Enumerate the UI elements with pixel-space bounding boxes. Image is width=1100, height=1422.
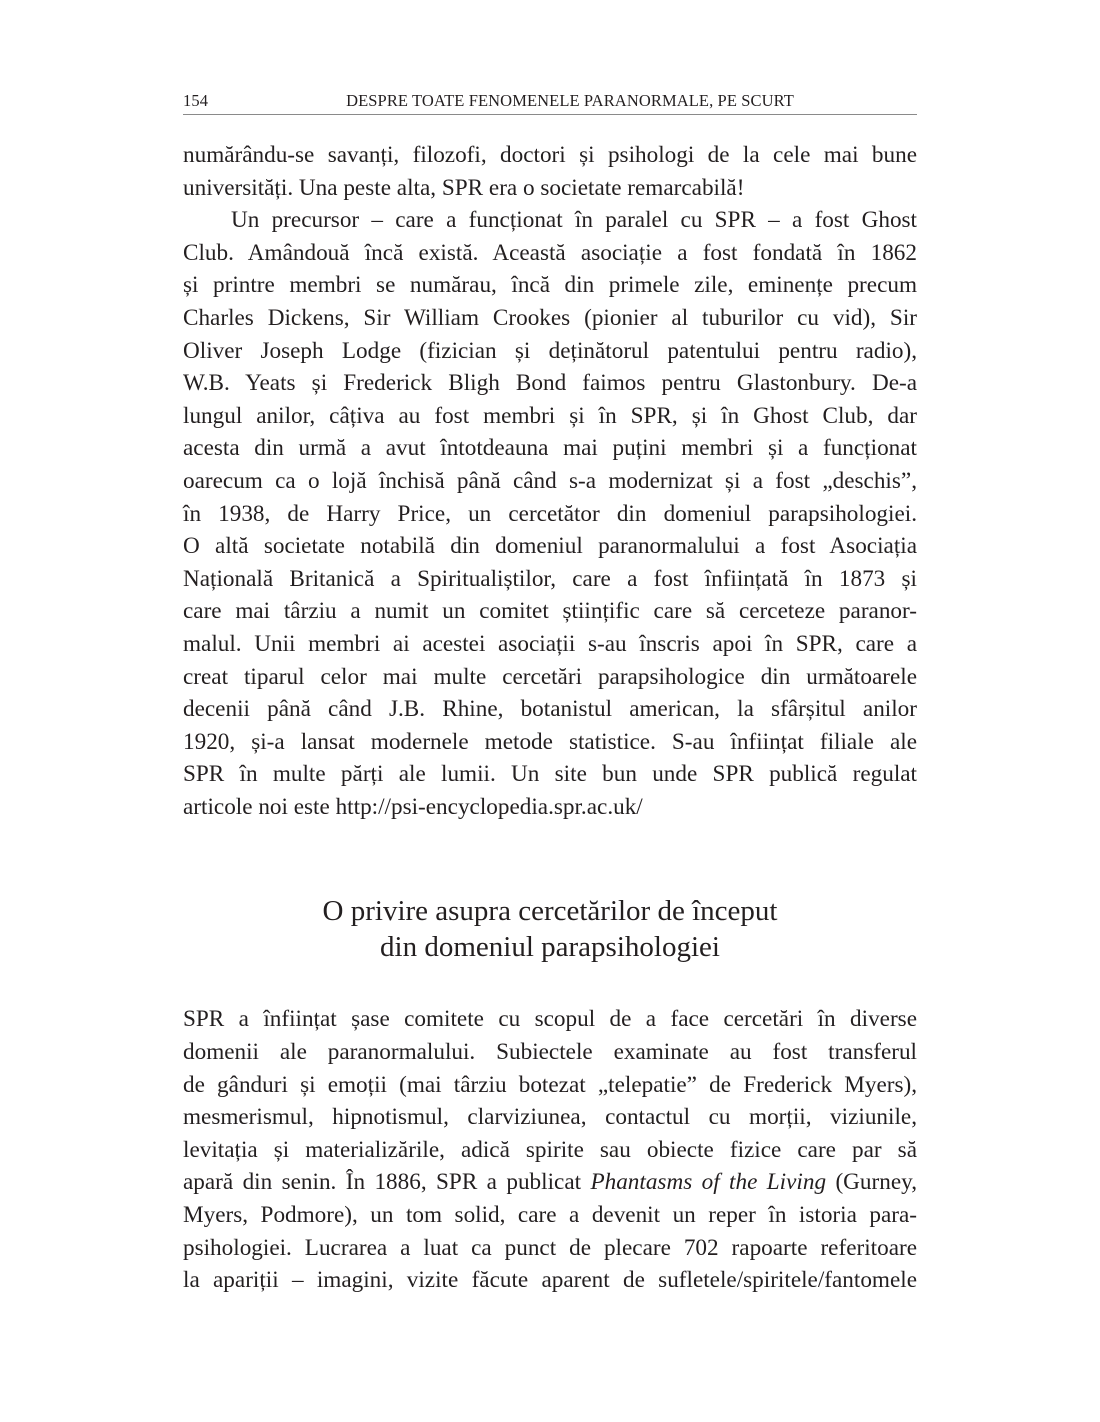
text-line: SPR a înființat șase comitete cu scopul de a face cercetări în diverse [183, 1006, 917, 1033]
text-line: Națională Britanică a Spiritualiștilor, care a fost înființată în 1873 și [183, 565, 917, 592]
page-number: 154 [183, 91, 209, 110]
text-line: Club. Amândouă încă există. Această asociație a fost fondată în 1862 [183, 239, 917, 266]
text-line: SPR în multe părți ale lumii. Un site bun unde SPR publică regulat [183, 761, 917, 788]
text-line: Myers, Podmore), un tom solid, care a devenit un reper în istoria para- [183, 1202, 917, 1229]
book-page [183, 88, 917, 1297]
text-line: Charles Dickens, Sir William Crookes (pionier al tuburilor cu vid), Sir [183, 304, 917, 331]
running-header [183, 88, 917, 115]
text-line: domenii ale paranormalului. Subiectele examinate au fost transferul [183, 1039, 917, 1066]
text-line: acesta din urmă a avut întotdeauna mai puțini membri și a funcționat [183, 435, 917, 462]
section-heading [183, 893, 917, 965]
text-line: Oliver Joseph Lodge (fizician și deținătorul patentului pentru radio), [183, 337, 917, 364]
text-fragment: (Gurney, [826, 1169, 917, 1196]
text-line: care mai târziu a numit un comitet științific care să cerceteze paranor- [183, 598, 917, 625]
paragraph-continued [183, 139, 917, 204]
text-line: decenii până când J.B. Rhine, botanistul american, la sfârșitul anilor [183, 696, 917, 723]
paragraph-committees [183, 1003, 917, 1296]
section-heading-line-1: O privire asupra cercetărilor de început [322, 895, 778, 928]
text-fragment: apară din senin. În 1886, SPR a publicat [183, 1169, 591, 1196]
text-line: universități. Una peste alta, SPR era o societate remarcabilă! [183, 174, 745, 201]
text-line: O altă societate notabilă din domeniul paranormalului a fost Asociația [183, 533, 917, 560]
text-line: articole noi este http://psi-encyclopedia.spr.ac.uk/ [183, 793, 643, 820]
text-line: creat tiparul celor mai multe cercetări parapsihologice din următoarele [183, 663, 917, 690]
text-line-with-title [183, 1166, 917, 1199]
paragraph-societies [183, 204, 917, 823]
book-title: DESPRE TOATE FENOMENELE PARANORMALE, PE SCURT [346, 91, 794, 110]
text-line: psihologiei. Lucrarea a luat ca punct de plecare 702 rapoarte referitoare [183, 1234, 917, 1261]
section-heading-line-2: din domeniul parapsihologiei [380, 931, 720, 964]
text-line: lungul anilor, câțiva au fost membri și în SPR, și în Ghost Club, dar [183, 402, 917, 429]
text-line: și printre membri se numărau, încă din primele zile, eminențe precum [183, 272, 917, 299]
text-line: numărându-se savanți, filozofi, doctori și psihologi de la cele mai bune [183, 142, 917, 168]
section-body-2 [183, 1003, 917, 1296]
book-title-italic: Phantasms of the Living [590, 1169, 827, 1196]
text-line: 1920, și-a lansat modernele metode statistice. S-au înființat filiale ale [183, 728, 917, 755]
text-line: mesmerismul, hipnotismul, clarviziunea, contactul cu morții, viziunile, [183, 1104, 917, 1131]
text-line: Un precursor – care a funcționat în paralel cu SPR – a fost Ghost [231, 207, 917, 234]
text-line: de gânduri și emoții (mai târziu botezat „telepatie” de Frederick Myers), [183, 1071, 917, 1098]
text-line: levitația și materializările, adică spirite sau obiecte fizice care par să [183, 1136, 917, 1163]
text-line: W.B. Yeats și Frederick Bligh Bond faimos pentru Glastonbury. De-a [183, 370, 917, 397]
text-line: la apariții – imagini, vizite făcute aparent de sufletele/spiritele/fantomele [183, 1267, 917, 1294]
section-body-1 [183, 139, 917, 823]
text-line: în 1938, de Harry Price, un cercetător din domeniul parapsihologiei. [183, 500, 917, 527]
text-line: oarecum ca o lojă închisă până când s-a modernizat și a fost „deschis”, [183, 467, 917, 494]
text-line: malul. Unii membri ai acestei asociații s-au înscris apoi în SPR, care a [183, 630, 917, 657]
